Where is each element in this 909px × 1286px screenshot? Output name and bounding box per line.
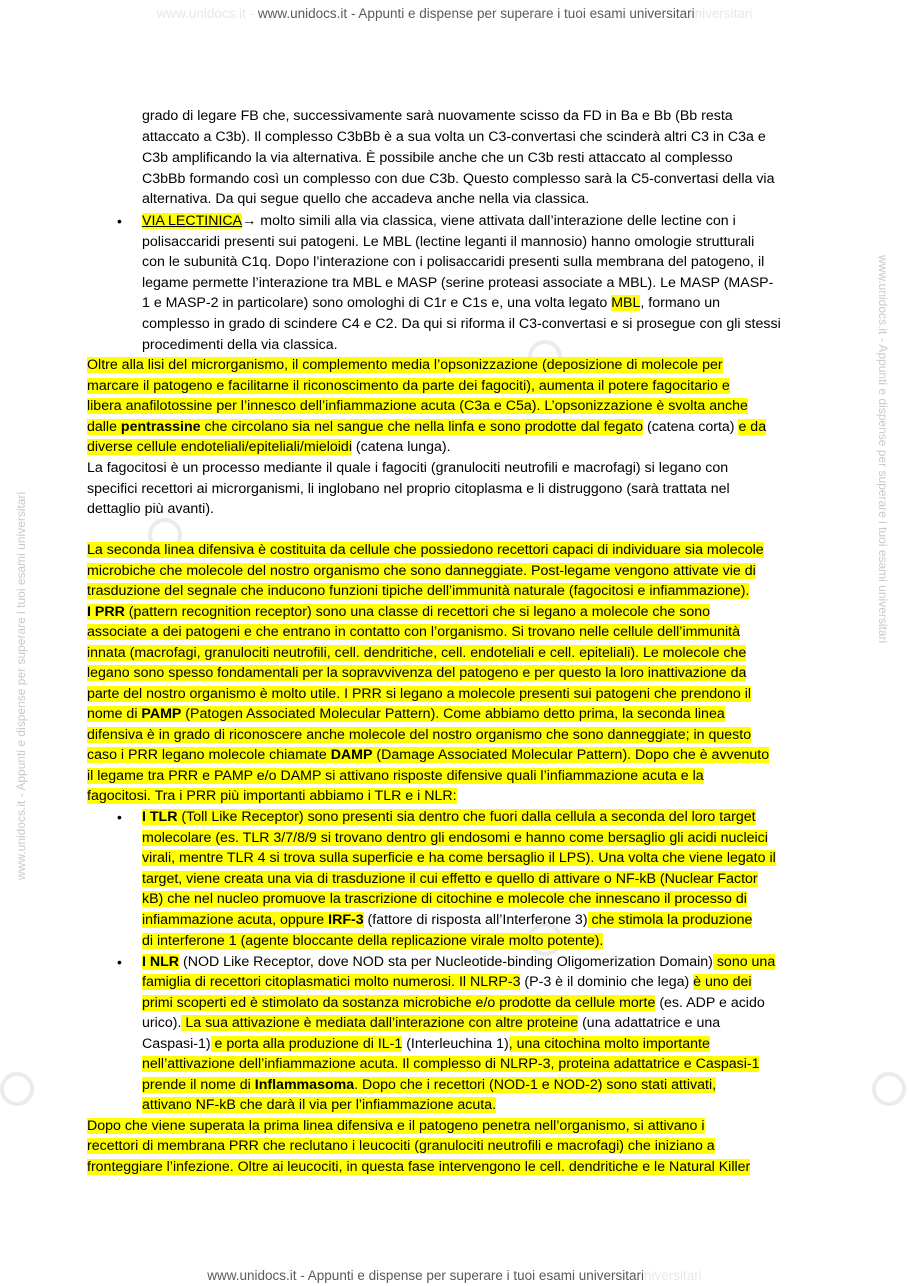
watermark-link[interactable]: www.unidocs.it - Appunti e dispense per superare i tuoi esami universitari bbox=[257, 6, 695, 21]
text-line bbox=[142, 890, 747, 909]
text-line bbox=[142, 1055, 759, 1074]
text-span: recettori di membrana PRR che reclutano i leucociti (granulociti neutrofili e macrofagi) che iniziano a bbox=[87, 1138, 715, 1154]
text-line: dettaglio più avanti). bbox=[87, 501, 214, 517]
bullet-icon: • bbox=[117, 213, 122, 229]
text-line bbox=[142, 994, 765, 1013]
text-span: microbiche che molecole del nostro organismo che sono danneggiate. Post-legame vengono attivate vie di bbox=[87, 563, 756, 579]
text-line: complesso in grado di scindere C4 e C2. Da qui si riforma il C3-convertasi e si prosegue con gli stessi bbox=[142, 316, 781, 332]
watermark-side-right: www.unidocs.it - Appunti e dispense per superare i tuoi esami universitari bbox=[876, 255, 890, 644]
text-span: , formano un bbox=[640, 295, 721, 311]
text-line bbox=[87, 582, 749, 601]
text-span: MBL bbox=[611, 295, 641, 311]
text-span: fronteggiare l’infezione. Oltre ai leucociti, in questa fase intervengono le cell. dendritiche e le Natural Killer bbox=[87, 1159, 751, 1175]
text-line bbox=[87, 603, 710, 622]
text-line bbox=[142, 973, 752, 992]
text-line bbox=[87, 726, 751, 745]
text-line: grado di legare FB che, successivamente sarà nuovamente scisso da FD in Ba e Bb (Bb resta bbox=[142, 108, 733, 124]
text-line bbox=[87, 1117, 705, 1136]
text-span: (NOD Like Receptor, dove NOD sta per Nucleotide-binding Oligomerization Domain) bbox=[179, 954, 713, 970]
text-span: (fattore di risposta all’Interferone 3) bbox=[363, 912, 588, 928]
text-span: La seconda linea difensiva è costituita da cellule che possiedono recettori capaci di individuare sia molecole bbox=[87, 542, 764, 558]
text-span: e porta alla produzione di IL-1 bbox=[210, 1036, 403, 1052]
text-span: Dopo che viene superata la prima linea difensiva e il patogeno penetra nell’organismo, si attivano i bbox=[87, 1118, 705, 1134]
text-span: 1 e MASP-2 in particolare) sono omologhi di C1r e C1s e, una volta legato bbox=[142, 295, 612, 311]
text-line bbox=[142, 911, 752, 930]
text-span: che circolano sia nel sangue che nella linfa e sono prodotte dal fegato bbox=[200, 419, 644, 435]
text-line bbox=[142, 1076, 716, 1095]
text-line: C3bBb formando così un complesso con due C3b. Questo complesso sarà la C5-convertasi della via bbox=[142, 171, 775, 187]
text-line bbox=[87, 787, 457, 806]
text-span: molto simili alla via classica, viene attivata dall’interazione delle lectine con i bbox=[256, 213, 736, 229]
text-span: virali, mentre TLR 4 si trova sulla superficie e ha come bersaglio il LPS). Una volta che viene legato il bbox=[142, 850, 776, 866]
watermark-ghost: niversitari bbox=[694, 6, 753, 21]
text-line bbox=[142, 294, 720, 313]
text-span: parte del nostro organismo è molto utile. I PRR si legano a molecole presenti sui patogeni che prendono il bbox=[87, 686, 752, 702]
text-line bbox=[87, 562, 756, 581]
bullet-icon: • bbox=[117, 809, 122, 825]
text-span: legano sono spesso fondamentali per la sopravvivenza del patogeno e per questo la loro inattivazione da bbox=[87, 665, 747, 681]
text-line bbox=[142, 953, 775, 972]
watermark-link[interactable]: www.unidocs.it - Appunti e dispense per superare i tuoi esami universitari bbox=[207, 1268, 644, 1283]
text-line: con le subunità C1q. Dopo l’interazione con i polisaccaridi presenti sulla membrana del patogeno, il bbox=[142, 254, 765, 270]
text-line bbox=[142, 1096, 496, 1115]
text-span: (Toll Like Receptor) sono presenti sia dentro che fuori dalla cellula a seconda del loro target bbox=[177, 809, 756, 825]
text-span: Inflammasoma bbox=[254, 1077, 355, 1093]
text-line bbox=[87, 664, 746, 683]
text-line bbox=[87, 1158, 750, 1177]
text-span: che stimola la produzione bbox=[587, 912, 753, 928]
text-span: I PRR bbox=[87, 604, 125, 620]
watermark-ghost: niversitari bbox=[643, 1268, 702, 1283]
text-span: attivano NF-kB che darà il via per l’infiammazione acuta. bbox=[142, 1097, 497, 1113]
text-span: libera anafilotossine per l’innesco dell’infiammazione acuta (C3a e C5a). L’opsonizzazione è svolta anche bbox=[87, 398, 748, 414]
text-line: alternativa. Da qui segue quello che accadeva anche nella via classica. bbox=[142, 191, 590, 207]
text-line bbox=[142, 212, 736, 231]
lectin-heading: VIA LECTINICA bbox=[142, 213, 243, 229]
text-line: La fagocitosi è un processo mediante il quale i fagociti (granulociti neutrofili e macrofagi) si legano con bbox=[87, 460, 729, 476]
text-span: infiammazione acuta, oppure bbox=[142, 912, 329, 928]
text-span: (Damage Associated Molecular Pattern). Dopo che è avvenuto bbox=[372, 747, 770, 763]
text-span: il legame tra PRR e PAMP e/o DAMP si attivano risposte difensive quali l’infiammazione acuta e la bbox=[87, 768, 704, 784]
text-span: molecolare (es. TLR 3/7/8/9 si trovano dentro gli endosomi e hanno come bersaglio gli acidi nucleici bbox=[142, 830, 768, 846]
text-span: e da bbox=[738, 419, 767, 435]
text-line bbox=[142, 1014, 720, 1033]
watermark-logo-icon bbox=[0, 1072, 34, 1106]
text-span: famiglia di recettori citoplasmatici molto numerosi. Il NLRP-3 bbox=[142, 974, 521, 990]
text-span: (catena corta) bbox=[643, 419, 739, 435]
text-span: target, viene creata una via di trasduzione il cui effetto e quello di attivare o NF-kB (Nuclear Factor bbox=[142, 871, 758, 887]
text-span: (Patogen Associated Molecular Pattern). Come abbiamo detto prima, la seconda linea bbox=[181, 706, 725, 722]
text-span: , una citochina molto importante bbox=[508, 1036, 710, 1052]
text-line: legame permette l’interazione tra MBL e MASP (serine proteasi associate a MBL). Le MASP (MASP- bbox=[142, 275, 774, 291]
text-line bbox=[87, 746, 769, 765]
watermark-logo-icon bbox=[872, 1072, 906, 1106]
text-line: procedimenti della via classica. bbox=[142, 337, 338, 353]
text-span: trasduzione del segnale che inducono funzioni tipiche dell’immunità naturale (fagocitosi e infiammazione). bbox=[87, 583, 750, 599]
text-span: associate a dei patogeni e che entrano in contatto con l’organismo. Si trovano nelle cellule dell’immunità bbox=[87, 624, 741, 640]
text-line bbox=[87, 705, 725, 724]
watermark-side-left: www.unidocs.it - Appunti e dispense per superare i tuoi esami universitari bbox=[14, 491, 28, 880]
text-line bbox=[87, 438, 451, 457]
text-span: Oltre alla lisi del microrganismo, il complemento media l’opsonizzazione (deposizione di molecole per bbox=[87, 357, 723, 373]
text-line: attaccato a C3b). Il complesso C3bBb è a sua volta un C3-convertasi che scinderà altri C3 in C3a e bbox=[142, 129, 766, 145]
text-span: fagocitosi. Tra i PRR più importanti abbiamo i TLR e i NLR: bbox=[87, 788, 457, 804]
text-span: DAMP bbox=[330, 747, 373, 763]
watermark-ghost: www.unidocs.it - bbox=[156, 6, 258, 21]
text-line bbox=[87, 1137, 715, 1156]
text-span: marcare il patogeno e facilitarne il riconoscimento da parte dei fagociti), aumenta il potere fagocitario e bbox=[87, 378, 730, 394]
text-line bbox=[87, 377, 730, 396]
text-span: caso i PRR legano molecole chiamate bbox=[87, 747, 331, 763]
text-span: kB) che nel nucleo promuove la trascrizione di citochine e molecole che innescano il processo di bbox=[142, 891, 747, 907]
text-span: diverse cellule endoteliali/epiteliali/mieloidi bbox=[87, 439, 352, 455]
text-line bbox=[87, 685, 751, 704]
text-line bbox=[142, 829, 768, 848]
text-span: pentrassine bbox=[120, 419, 201, 435]
text-span: IRF-3 bbox=[328, 912, 364, 928]
text-line bbox=[142, 932, 603, 951]
text-span: (Interleuchina 1) bbox=[402, 1036, 509, 1052]
text-line bbox=[142, 870, 758, 889]
text-span: innata (macrofagi, granulociti neutrofili, cell. dendritiche, cell. endoteliali e cell. epiteliali). Le molecole che bbox=[87, 645, 747, 661]
text-span: Caspasi-1) bbox=[142, 1036, 211, 1052]
text-line: C3b amplificando la via alternativa. È possibile anche che un C3b resti attaccato al complesso bbox=[142, 150, 733, 166]
watermark-top[interactable] bbox=[0, 6, 909, 21]
text-span: . Dopo che i recettori (NOD-1 e NOD-2) sono stati attivati, bbox=[354, 1077, 717, 1093]
arrow-icon: → bbox=[242, 213, 257, 229]
text-line bbox=[142, 1035, 710, 1054]
text-span: I NLR bbox=[142, 954, 180, 970]
text-span: urico). bbox=[142, 1015, 182, 1031]
text-span: di interferone 1 (agente bloccante della replicazione virale molto potente). bbox=[142, 933, 604, 949]
text-line: specifici recettori ai microrganismi, li inglobano nel proprio citoplasma e li distruggono (sarà trattata nel bbox=[87, 481, 730, 497]
text-line bbox=[87, 397, 748, 416]
text-span: (P-3 è il dominio che lega) bbox=[520, 974, 694, 990]
text-span: dalle bbox=[87, 419, 121, 435]
text-span: (una adattatrice e una bbox=[578, 1015, 721, 1031]
watermark-bottom[interactable] bbox=[0, 1268, 909, 1283]
text-line bbox=[87, 623, 740, 642]
text-line bbox=[142, 849, 776, 868]
text-line bbox=[87, 541, 764, 560]
text-span: La sua attivazione è mediata dall’interazione con altre proteine bbox=[181, 1015, 579, 1031]
text-line bbox=[87, 767, 704, 786]
text-span: I TLR bbox=[142, 809, 178, 825]
text-line: polisaccaridi presenti sui patogeni. Le MBL (lectine leganti il mannosio) hanno omologie strutturali bbox=[142, 234, 755, 250]
text-line bbox=[87, 356, 723, 375]
text-line bbox=[142, 808, 756, 827]
text-span: nell’attivazione dell’infiammazione acuta. Il complesso di NLRP-3, proteina adattatrice e Caspasi-1 bbox=[142, 1056, 760, 1072]
text-span: (catena lunga). bbox=[351, 439, 451, 455]
text-span: primi scoperti ed è stimolato da sostanza microbiche e/o prodotte da cellule morte bbox=[142, 995, 656, 1011]
text-span: è uno dei bbox=[693, 974, 752, 990]
text-span: difensiva è in grado di riconoscere anche molecole del nostro organismo che sono danneggiate; in questo bbox=[87, 727, 752, 743]
text-span: (es. ADP e acido bbox=[655, 995, 765, 1011]
text-line bbox=[87, 418, 766, 437]
text-span: nome di bbox=[87, 706, 142, 722]
text-span: prende il nome di bbox=[142, 1077, 255, 1093]
text-line bbox=[87, 644, 746, 663]
bullet-icon: • bbox=[117, 954, 122, 970]
text-span: sono una bbox=[712, 954, 776, 970]
text-span: PAMP bbox=[141, 706, 182, 722]
text-span: (pattern recognition receptor) sono una classe di recettori che si legano a molecole che sono bbox=[124, 604, 711, 620]
